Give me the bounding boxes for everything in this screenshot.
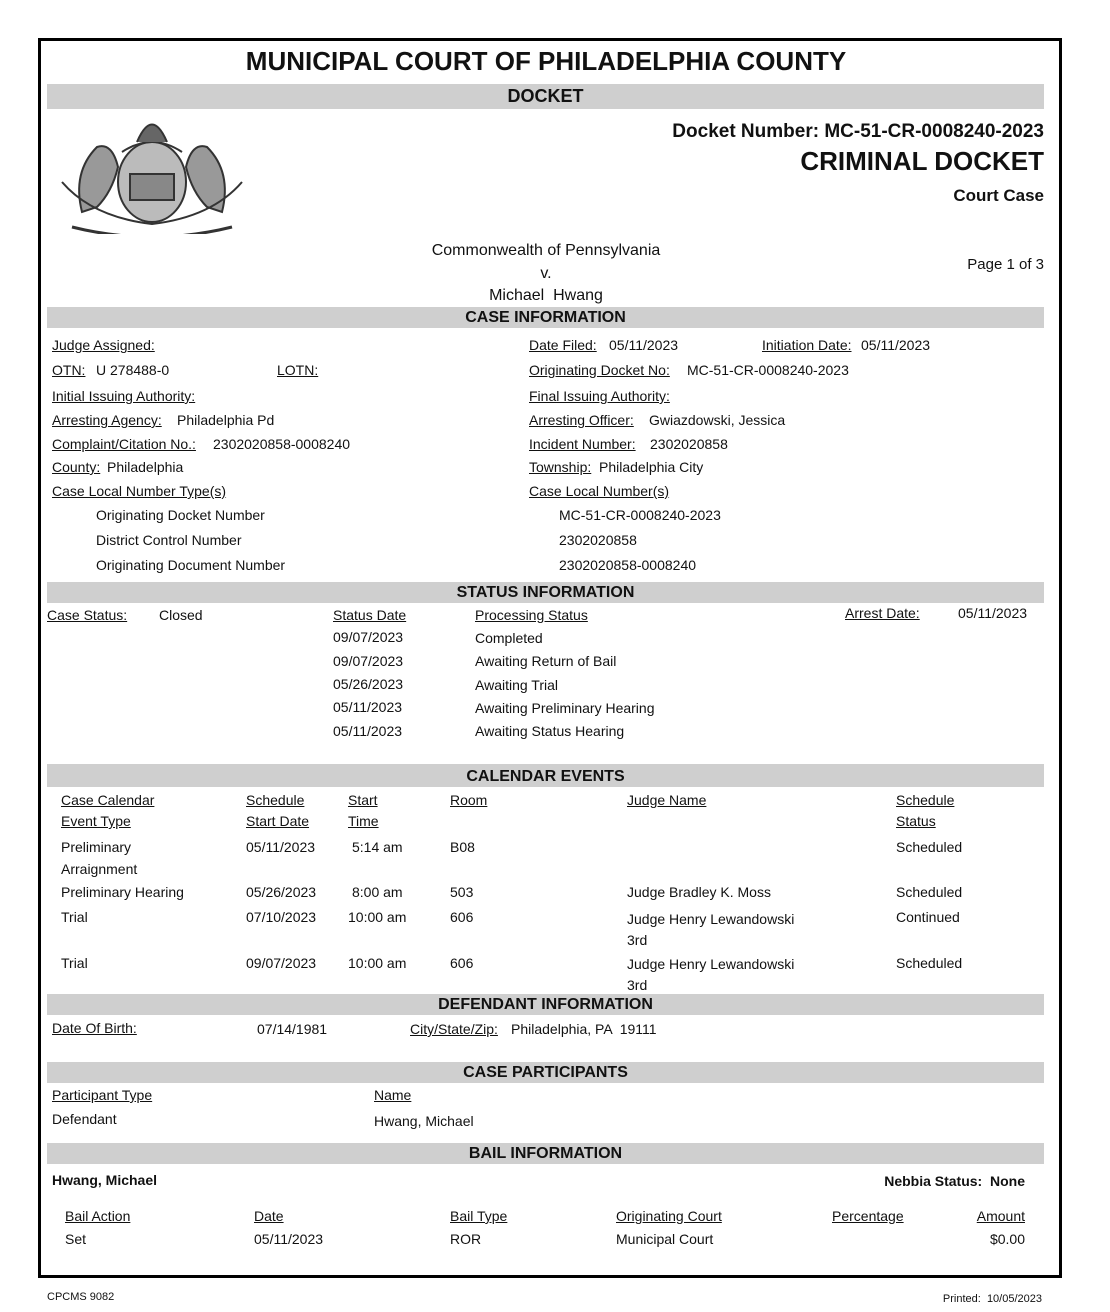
cal-header-event-2: Event Type [61, 813, 131, 829]
form-id: CPCMS 9082 [47, 1291, 115, 1303]
cal-row-date: 07/10/2023 [246, 909, 317, 925]
township-value: Philadelphia City [599, 459, 704, 475]
status-row-status: Awaiting Return of Bail [475, 653, 617, 669]
calendar-events-heading: CALENDAR EVENTS [466, 768, 625, 785]
local-number-type-label: Case Local Number Type(s) [52, 483, 227, 499]
amount-header: Amount [976, 1208, 1025, 1224]
status-row-date: 09/07/2023 [333, 629, 404, 645]
arrest-date-value: 05/11/2023 [958, 605, 1028, 621]
percentage-header: Percentage [832, 1208, 904, 1224]
arrest-date-label: Arrest Date: [845, 605, 920, 621]
otn-value: U 278488-0 [96, 362, 170, 378]
otn-label: OTN: [52, 362, 86, 378]
cal-row-room: 606 [450, 955, 474, 971]
cal-row-time: 8:00 am [352, 884, 403, 900]
case-information-heading: CASE INFORMATION [465, 309, 626, 326]
cal-row-status: Scheduled [896, 839, 963, 855]
complaint-value: 2302020858-0008240 [213, 436, 351, 452]
arresting-officer-value: Gwiazdowski, Jessica [649, 412, 786, 428]
arresting-officer-label: Arresting Officer: [529, 412, 634, 428]
status-row-date: 05/26/2023 [333, 676, 404, 692]
arresting-agency-label: Arresting Agency: [52, 412, 162, 428]
bail-action: Set [65, 1231, 87, 1247]
cal-row-judge: Judge Henry Lewandowski [627, 956, 795, 972]
local-type-3: Originating Document Number [96, 557, 286, 573]
initial-issuing-authority-label: Initial Issuing Authority: [52, 388, 196, 404]
page-indicator: Page 1 of 3 [967, 256, 1044, 273]
criminal-docket-title: CRIMINAL DOCKET [800, 146, 1044, 176]
docket-bar [47, 84, 1044, 109]
city-state-zip-label: City/State/Zip: [410, 1021, 498, 1037]
cal-row-event-cont: Arraignment [61, 861, 138, 877]
case-participants-heading: CASE PARTICIPANTS [463, 1064, 628, 1081]
originating-court-header: Originating Court [616, 1208, 722, 1224]
case-information-bar [47, 307, 1044, 328]
bail-type: ROR [450, 1231, 482, 1247]
originating-court: Municipal Court [616, 1231, 714, 1247]
case-status-label: Case Status: [47, 607, 128, 623]
township-label: Township: [529, 459, 592, 475]
status-row-status: Completed [475, 630, 543, 646]
lotn-label: LOTN: [277, 362, 319, 378]
bail-amount: $0.00 [989, 1231, 1025, 1247]
status-row-date: 09/07/2023 [333, 653, 404, 669]
cal-row-judge: Judge Henry Lewandowski [627, 911, 795, 927]
local-type-1: Originating Docket Number [96, 507, 265, 523]
cal-row-status: Scheduled [896, 955, 963, 971]
cal-header-status-2: Status [896, 813, 936, 829]
cal-row-event: Preliminary Hearing [61, 884, 184, 900]
cal-row-date: 05/11/2023 [246, 839, 316, 855]
date-filed-value: 05/11/2023 [609, 337, 679, 353]
cal-row-room: 606 [450, 909, 474, 925]
date-filed-label: Date Filed: [529, 337, 597, 353]
cal-header-event-1: Case Calendar [61, 792, 155, 808]
judge-assigned-label: Judge Assigned: [52, 337, 155, 353]
bail-type-header: Bail Type [450, 1208, 508, 1224]
cal-row-room: 503 [450, 884, 474, 900]
cal-header-room: Room [450, 792, 488, 808]
docket-heading: DOCKET [507, 86, 584, 106]
originating-docket-label: Originating Docket No: [529, 362, 670, 378]
cal-row-judge-cont: 3rd [627, 932, 648, 948]
arresting-agency-value: Philadelphia Pd [177, 412, 275, 428]
calendar-events-bar [47, 764, 1044, 787]
caption-plaintiff: Commonwealth of Pennsylvania [431, 242, 661, 259]
court-case-label: Court Case [953, 186, 1044, 205]
docket-number: Docket Number: MC-51-CR-0008240-2023 [672, 121, 1044, 142]
cal-row-event: Preliminary [61, 839, 132, 855]
cal-row-status: Scheduled [896, 884, 963, 900]
incident-number-label: Incident Number: [529, 436, 636, 452]
status-date-header: Status Date [333, 607, 407, 623]
county-label: County: [52, 459, 101, 475]
bail-information-heading: BAIL INFORMATION [468, 1145, 623, 1162]
county-value: Philadelphia [107, 459, 184, 475]
cal-header-date-1: Schedule [246, 792, 305, 808]
cal-header-status-1: Schedule [896, 792, 955, 808]
local-number-3: 2302020858-0008240 [559, 557, 697, 573]
court-title: MUNICIPAL COURT OF PHILADELPHIA COUNTY [245, 46, 847, 76]
cal-row-event: Trial [61, 909, 88, 925]
originating-docket-value: MC-51-CR-0008240-2023 [687, 362, 849, 378]
caption-defendant: Michael Hwang [489, 287, 603, 304]
cal-row-time: 10:00 am [348, 909, 407, 925]
cal-row-room: B08 [450, 839, 475, 855]
cal-row-date: 09/07/2023 [246, 955, 317, 971]
status-row-date: 05/11/2023 [333, 723, 403, 739]
cal-row-judge-cont: 3rd [627, 977, 648, 993]
complaint-label: Complaint/Citation No.: [52, 436, 196, 452]
case-status-value: Closed [159, 607, 203, 623]
status-information-heading: STATUS INFORMATION [456, 584, 635, 601]
bail-date: 05/11/2023 [254, 1231, 324, 1247]
participant-type: Defendant [52, 1111, 117, 1127]
cal-row-time: 10:00 am [348, 955, 407, 971]
bail-information-bar [47, 1143, 1044, 1164]
participant-type-header: Participant Type [52, 1087, 153, 1103]
cal-row-time: 5:14 am [352, 839, 403, 855]
cal-row-event: Trial [61, 955, 88, 971]
local-type-2: District Control Number [96, 532, 242, 548]
local-number-2: 2302020858 [559, 532, 637, 548]
caption-versus: v. [540, 265, 552, 282]
cal-row-date: 05/26/2023 [246, 884, 317, 900]
cal-row-status: Continued [896, 909, 960, 925]
dob-label: Date Of Birth: [52, 1020, 137, 1036]
status-information-bar [47, 582, 1044, 603]
cal-header-date-2: Start Date [246, 813, 310, 829]
dob-value: 07/14/1981 [257, 1021, 328, 1037]
cal-header-judge: Judge Name [627, 792, 707, 808]
cal-header-time-1: Start [348, 792, 378, 808]
bail-defendant-name: Hwang, Michael [52, 1172, 158, 1188]
local-number-1: MC-51-CR-0008240-2023 [559, 507, 721, 523]
bail-action-header: Bail Action [65, 1208, 131, 1224]
local-number-label: Case Local Number(s) [529, 483, 670, 499]
defendant-information-heading: DEFENDANT INFORMATION [438, 996, 653, 1013]
status-row-date: 05/11/2023 [333, 699, 403, 715]
status-row-status: Awaiting Status Hearing [475, 723, 625, 739]
pennsylvania-seal-icon [52, 112, 252, 234]
status-row-status: Awaiting Preliminary Hearing [475, 700, 655, 716]
initiation-date-label: Initiation Date: [762, 337, 852, 353]
bail-date-header: Date [254, 1208, 284, 1224]
participant-name-header: Name [374, 1087, 412, 1103]
initiation-date-value: 05/11/2023 [861, 337, 931, 353]
defendant-information-bar [47, 994, 1044, 1015]
nebbia-status: Nebbia Status: None [884, 1173, 1025, 1189]
printed-date: Printed: 10/05/2023 [942, 1293, 1042, 1305]
cal-header-time-2: Time [348, 813, 379, 829]
incident-number-value: 2302020858 [650, 436, 728, 452]
status-row-status: Awaiting Trial [475, 677, 559, 693]
processing-status-header: Processing Status [475, 607, 588, 623]
final-issuing-authority-label: Final Issuing Authority: [529, 388, 670, 404]
cal-row-judge: Judge Bradley K. Moss [627, 884, 771, 900]
city-state-zip-value: Philadelphia, PA 19111 [511, 1021, 657, 1037]
participant-name: Hwang, Michael [374, 1113, 474, 1129]
case-participants-bar [47, 1062, 1044, 1083]
